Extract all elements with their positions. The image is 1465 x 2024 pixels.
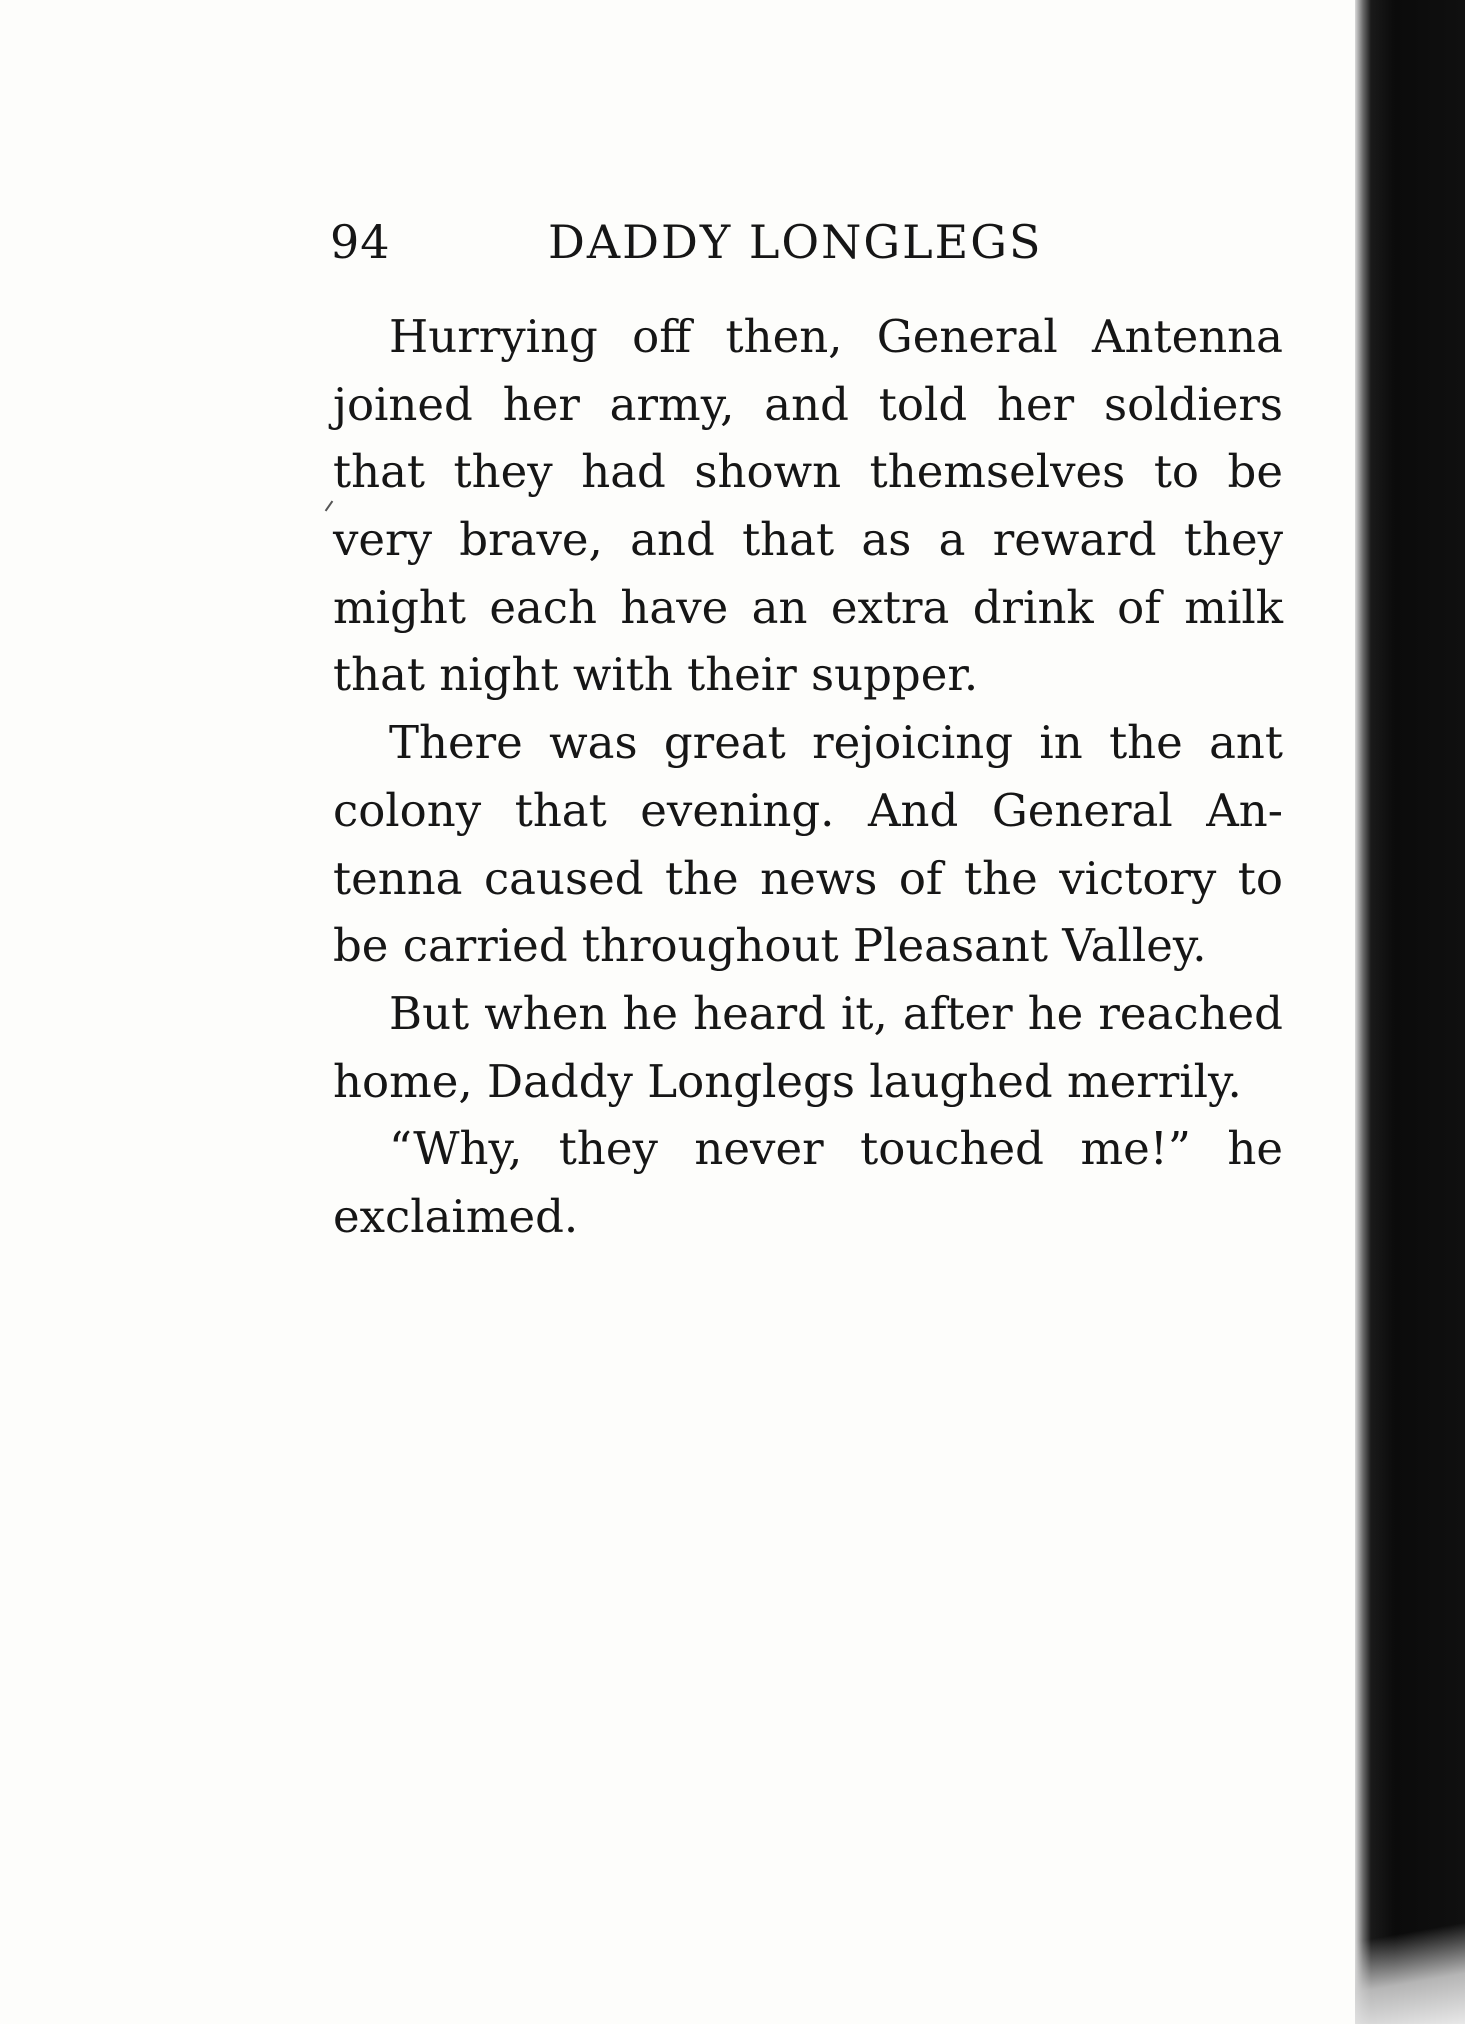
body-text <box>333 303 1283 1251</box>
paragraph-1-line-1: Hurrying off then, General Antenna <box>389 310 1283 363</box>
paragraph-1-line-2: joined her army, and told her soldiers <box>333 377 1283 431</box>
paragraph-1-line-6: that night with their supper. <box>333 648 979 702</box>
paragraph-3-line-1: But when he heard it, after he reached <box>389 986 1283 1040</box>
paragraph-4-line-1: “Why, they never touched me!” he <box>389 1122 1283 1176</box>
running-header <box>330 212 1130 272</box>
paragraph-4-line-2: exclaimed. <box>333 1189 579 1243</box>
paragraph-2-line-3: tenna caused the news of the victory to <box>333 851 1283 905</box>
spine-edge-wear <box>1355 1874 1465 2024</box>
page-number: 94 <box>330 215 391 269</box>
paragraph-1-line-4: very brave, and that as a reward they <box>333 513 1283 567</box>
book-spine-shadow <box>1355 0 1465 2024</box>
running-title: DADDY LONGLEGS <box>548 215 1043 269</box>
stray-mark <box>325 501 334 512</box>
paragraph-2-line-2: colony that evening. And General An- <box>333 783 1283 837</box>
paragraph-1-line-3: that they had shown themselves to be <box>333 445 1283 499</box>
paragraph-2-line-4: be carried throughout Pleasant Valley. <box>333 919 1207 973</box>
paragraph-1-line-5: might each have an extra drink of milk <box>333 580 1283 634</box>
paragraph-3-line-2: home, Daddy Longlegs laughed merrily. <box>333 1054 1242 1108</box>
paragraph-2-line-1: There was great rejoicing in the ant <box>389 716 1283 770</box>
